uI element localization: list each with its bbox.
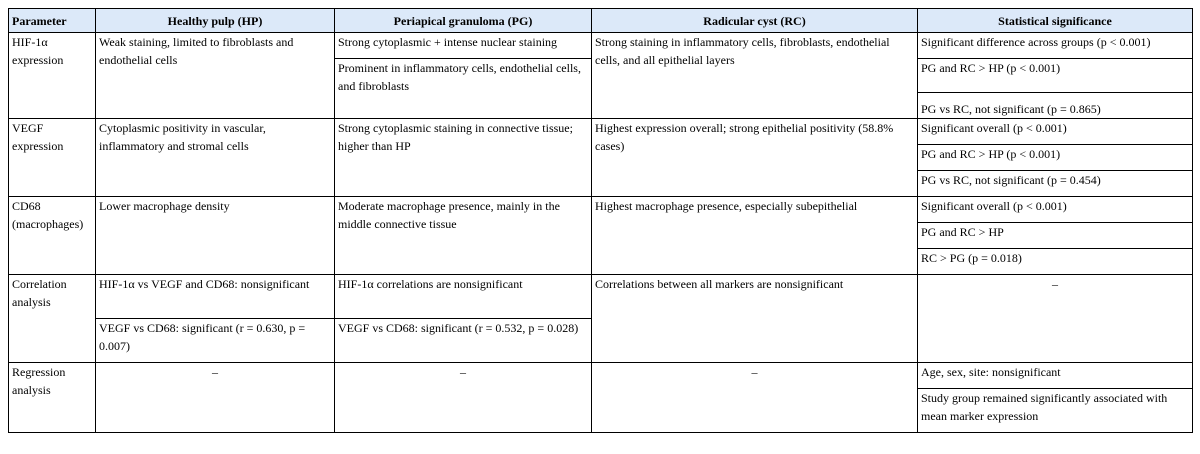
hp-cd68: Lower macrophage density: [96, 197, 335, 275]
pg-hif-1: Strong cytoplasmic + intense nuclear staining: [335, 33, 592, 59]
stat-cd68-2: PG and RC > HP: [918, 223, 1193, 249]
param-cd68: CD68 (macrophages): [9, 197, 96, 275]
header-statistical-significance: Statistical significance: [918, 9, 1193, 33]
header-radicular-cyst: Radicular cyst (RC): [592, 9, 918, 33]
pg-hif-2: Prominent in inflammatory cells, endothelial cells, and fibroblasts: [335, 59, 592, 119]
table-row: [9, 33, 1193, 59]
pg-corr-1: HIF-1α correlations are nonsignificant: [335, 275, 592, 319]
stat-hif-3: PG vs RC, not significant (p = 0.865): [918, 93, 1193, 119]
hp-hif: Weak staining, limited to fibroblasts and endothelial cells: [96, 33, 335, 119]
stat-cd68-1: Significant overall (p < 0.001): [918, 197, 1193, 223]
param-corr: Correlation analysis: [9, 275, 96, 363]
hp-corr-1: HIF-1α vs VEGF and CD68: nonsignificant: [96, 275, 335, 319]
header-row: [9, 9, 1193, 33]
pg-reg: –: [335, 363, 592, 433]
table-row: [9, 363, 1193, 389]
header-parameter: Parameter: [9, 9, 96, 33]
param-reg: Regression analysis: [9, 363, 96, 433]
stat-reg-1: Age, sex, site: nonsignificant: [918, 363, 1193, 389]
stat-reg-2: Study group remained significantly associated with mean marker expression: [918, 389, 1193, 433]
hp-corr-2: VEGF vs CD68: significant (r = 0.630, p = 0.007): [96, 319, 335, 363]
rc-corr: Correlations between all markers are nonsignificant: [592, 275, 918, 363]
stat-vegf-2: PG and RC > HP (p < 0.001): [918, 145, 1193, 171]
table-row: [9, 197, 1193, 223]
param-vegf: VEGF expression: [9, 119, 96, 197]
pg-vegf: Strong cytoplasmic staining in connective tissue; higher than HP: [335, 119, 592, 197]
table-row: [9, 119, 1193, 145]
rc-cd68: Highest macrophage presence, especially subepithelial: [592, 197, 918, 275]
header-healthy-pulp: Healthy pulp (HP): [96, 9, 335, 33]
stat-cd68-3: RC > PG (p = 0.018): [918, 249, 1193, 275]
pg-cd68: Moderate macrophage presence, mainly in the middle connective tissue: [335, 197, 592, 275]
stat-hif-2: PG and RC > HP (p < 0.001): [918, 59, 1193, 93]
table-row: [9, 275, 1193, 319]
header-periapical-granuloma: Periapical granuloma (PG): [335, 9, 592, 33]
hp-reg: –: [96, 363, 335, 433]
stat-hif-1: Significant difference across groups (p < 0.001): [918, 33, 1193, 59]
hp-vegf: Cytoplasmic positivity in vascular, inflammatory and stromal cells: [96, 119, 335, 197]
param-hif: HIF-1α expression: [9, 33, 96, 119]
stat-vegf-3: PG vs RC, not significant (p = 0.454): [918, 171, 1193, 197]
stat-vegf-1: Significant overall (p < 0.001): [918, 119, 1193, 145]
rc-reg: –: [592, 363, 918, 433]
rc-vegf: Highest expression overall; strong epithelial positivity (58.8% cases): [592, 119, 918, 197]
stat-corr: –: [918, 275, 1193, 363]
results-table: [8, 8, 1193, 433]
rc-hif: Strong staining in inflammatory cells, fibroblasts, endothelial cells, and all epithelial layers: [592, 33, 918, 119]
pg-corr-2: VEGF vs CD68: significant (r = 0.532, p = 0.028): [335, 319, 592, 363]
